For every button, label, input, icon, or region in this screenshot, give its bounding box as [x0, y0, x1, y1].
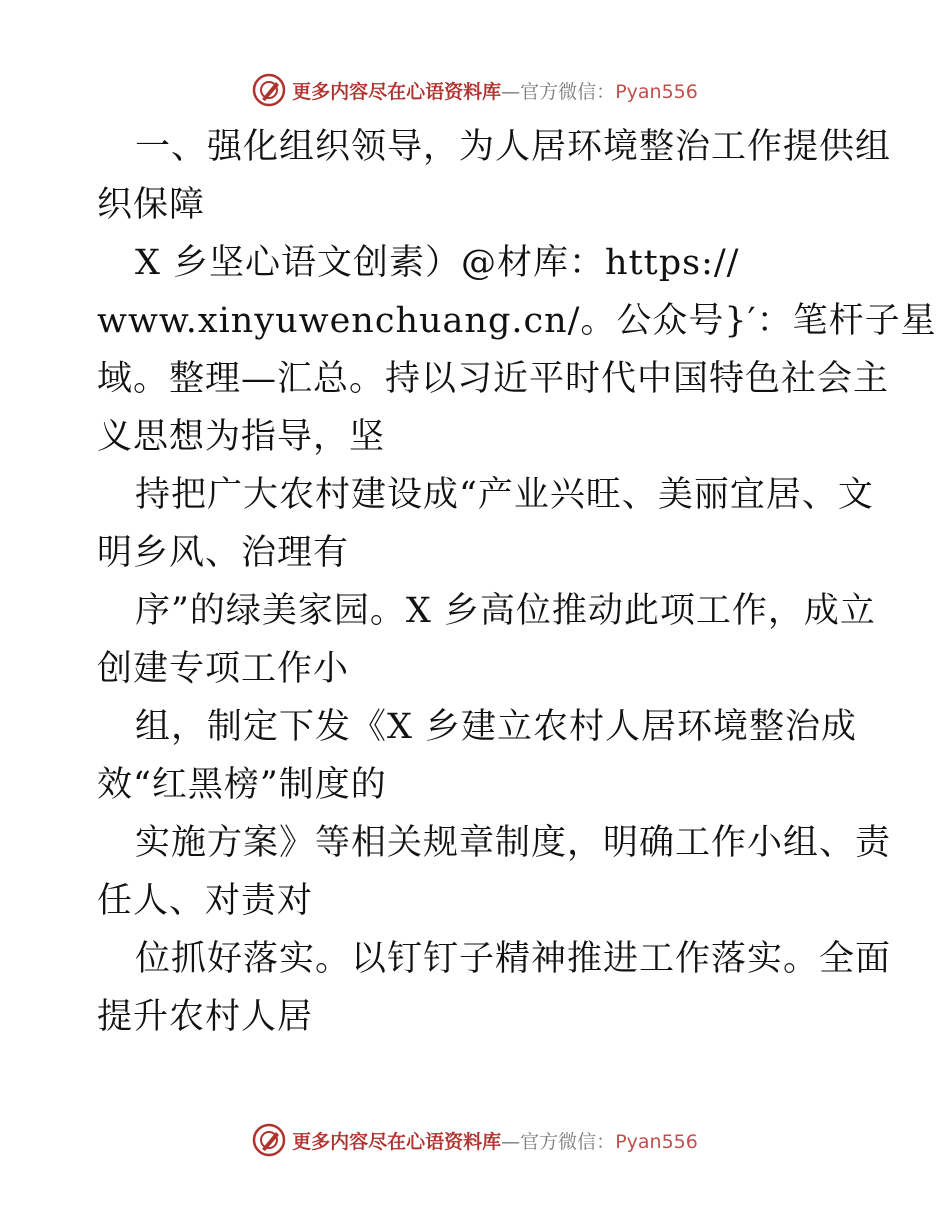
body-line: 一、强化组织领导，为人居环境整治工作提供组: [135, 127, 892, 167]
body-line: 组，制定下发《X 乡建立农村人居环境整治成: [135, 707, 858, 747]
brand-logo-icon: [252, 1123, 286, 1157]
header-official-text: —官方微信：: [501, 80, 616, 103]
footer-banner-text: [292, 1127, 698, 1154]
body-line: 位抓好落实。以钉钉子精神推进工作落实。全面: [135, 939, 892, 979]
footer-wechat-handle: Pyan556: [615, 1130, 698, 1153]
body-line: 任人、对责对: [97, 881, 314, 921]
header-wechat-handle: Pyan556: [615, 80, 698, 103]
body-line: 序”的绿美家园。X 乡高位推动此项工作，成立: [135, 591, 876, 631]
document-body: [97, 118, 937, 1046]
body-line: X 乡坚心语文创素）@材库：https://: [135, 243, 740, 283]
header-banner-text: [292, 77, 698, 104]
body-line: 域。整理—汇总。持以习近平时代中国特色社会主: [97, 359, 890, 399]
body-line: 提升农村人居: [97, 997, 314, 1037]
body-line: www.xinyuwenchuang.cn/。公众号}′：笔杆子星: [97, 301, 937, 341]
body-line: 效“红黑榜”制度的: [97, 765, 387, 805]
brand-logo-icon: [252, 73, 286, 107]
body-line: 义思想为指导，坚: [97, 417, 386, 457]
body-line: 明乡风、治理有: [97, 533, 350, 573]
header-banner: [0, 68, 950, 112]
footer-brand-text: 更多内容尽在心语资料库: [292, 1130, 502, 1153]
body-line: 创建专项工作小: [97, 649, 350, 689]
body-line: 持把广大农村建设成“产业兴旺、美丽宜居、文: [135, 475, 874, 515]
body-line: 织保障: [97, 185, 206, 225]
body-line: 实施方案》等相关规章制度，明确工作小组、责: [135, 823, 892, 863]
footer-official-text: —官方微信：: [501, 1130, 616, 1153]
header-brand-text: 更多内容尽在心语资料库: [292, 80, 502, 103]
footer-banner: [0, 1118, 950, 1162]
